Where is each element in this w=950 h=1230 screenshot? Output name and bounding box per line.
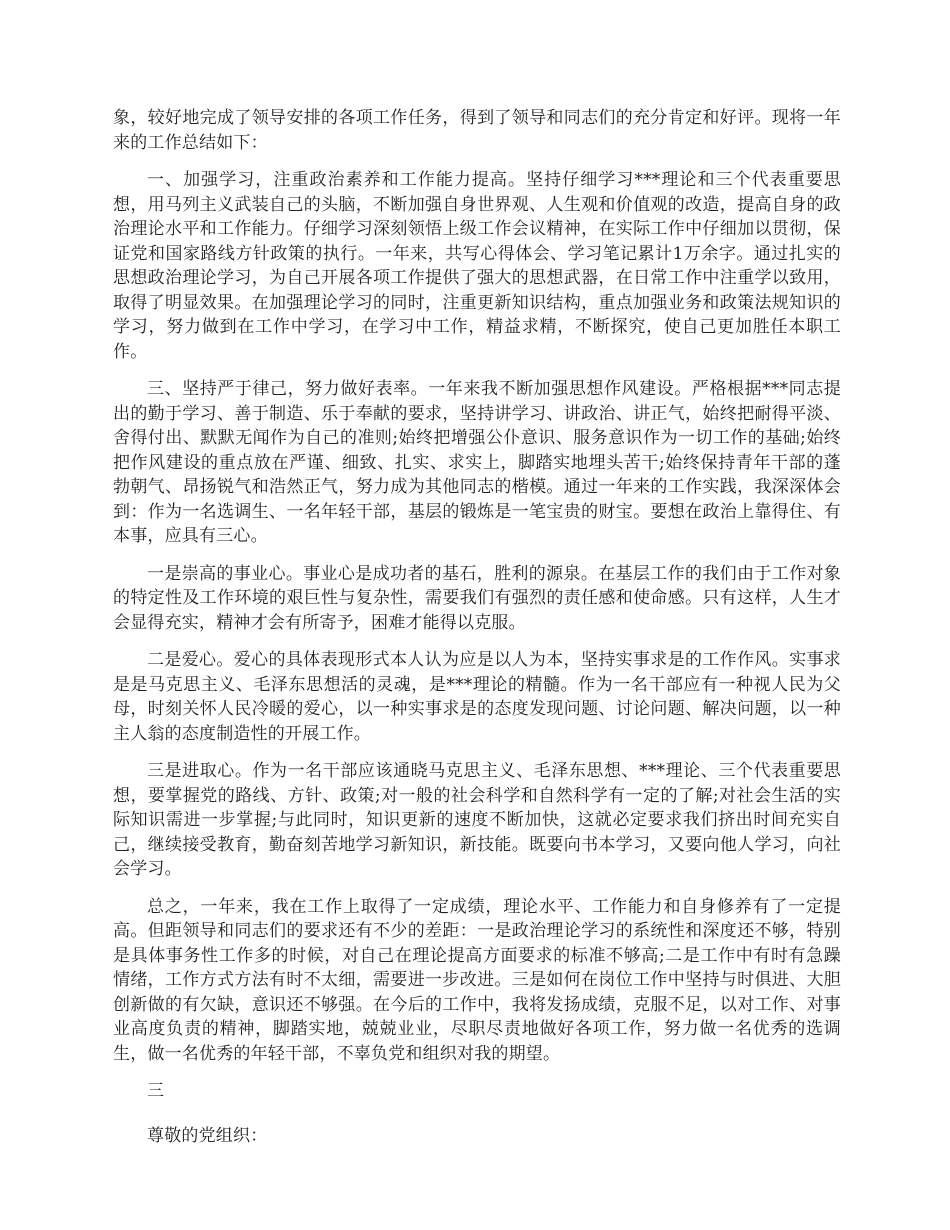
paragraph-discipline: 三、坚持严于律己，努力做好表率。一年来我不断加强思想作风建设。严格根据***同志提出的勤于学习、善于制造、乐于奉献的要求，坚持讲学习、讲政治、讲正气，始终把耐得平淡、舍得付出、默默无闻作为自己的准则;始终把增强公仆意识、服务意识作为一切工作的基础;始终把作风建设的重点放在严谨、细致、扎实、求实上，脚踏实地埋头苦干;始终保持青年干部的蓬勃朝气、昂扬锐气和浩然正气，努力成为其他同志的楷模。通过一年来的工作实践，我深深体会到：作为一名选调生、一名年轻干部，基层的锻炼是一笔宝贵的财宝。要想在政治上靠得住、有本事，应具有三心。: [113, 379, 841, 546]
salutation: 尊敬的党组织：: [147, 1125, 268, 1146]
paragraph-study: 一、加强学习，注重政治素养和工作能力提高。坚持仔细学习***理论和三个代表重要思想，用马列主义武装自己的头脑，不断加强自身世界观、人生观和价值观的改造，提高自身的政治理论水平和工作能力。仔细学习深刻领悟上级工作会议精神，在实际工作中仔细加以贯彻，保证党和国家路线方针政策的执行。一年来，共写心得体会、学习笔记累计1万余字。通过扎实的思想政治理论学习，为自己开展各项工作提供了强大的思想武器，在日常工作中注重学以致用，取得了明显效果。在加强理论学习的同时，注重更新知识结构，重点加强业务和政策法规知识的学习，努力做到在工作中学习，在学习中工作，精益求精，不断探究，使自己更加胜任本职工作。: [113, 170, 841, 362]
document-body: [113, 106, 841, 1161]
paragraph-love-heart: 二是爱心。爱心的具体表现形式本人认为应是以人为本，坚持实事求是的工作作风。实事求是是马克思主义、毛泽东思想活的灵魂，是***理论的精髓。作为一名干部应有一种视人民为父母，时刻关怀人民冷暖的爱心，以一种实事求是的态度发现问题、讨论问题、解决问题，以一种主人翁的态度制造性的开展工作。: [113, 650, 841, 744]
paragraph-summary: 总之，一年来，我在工作上取得了一定成绩，理论水平、工作能力和自身修养有了一定提高。但距领导和同志们的要求还有不少的差距：一是政治理论学习的系统性和深度还不够，特别是具体事务性工作多的时候，对自己在理论提高方面要求的标准不够高;二是工作中有时有急躁情绪，工作方式方法有时不太细，需要进一步改进。三是如何在岗位工作中坚持与时俱进、大胆创新做的有欠缺，意识还不够强。在今后的工作中，我将发扬成绩，克服不足，以对工作、对事业高度负责的精神，脚踏实地，兢兢业业，尽职尽责地做好各项工作，努力做一名优秀的选调生，做一名优秀的年轻干部，不辜负党和组织对我的期望。: [113, 896, 841, 1064]
paragraph-career-heart: 一是崇高的事业心。事业心是成功者的基石，胜利的源泉。在基层工作的我们由于工作对象的特定性及工作环境的艰巨性与复杂性，需要我们有强烈的责任感和使命感。只有这样，人生才会显得充实，精神才会有所寄予，困难才能得以克服。: [113, 563, 841, 633]
section-number: 三: [147, 1081, 165, 1101]
paragraph-intro: 象，较好地完成了领导安排的各项工作任务，得到了领导和同志们的充分肯定和好评。现将一年来的工作总结如下：: [113, 108, 841, 153]
paragraph-progress-heart: 三是进取心。作为一名干部应该通晓马克思主义、毛泽东思想、***理论、三个代表重要思想，要掌握党的路线、方针、政策;对一般的社会科学和自然科学有一定的了解;对社会生活的实际知识需进一步掌握;与此同时，知识更新的速度不断加快，这就必定要求我们挤出时间充实自己，继续接受教育，勤奋刻苦地学习新知识，新技能。既要向书本学习，又要向他人学习，向社会学习。: [113, 761, 841, 879]
